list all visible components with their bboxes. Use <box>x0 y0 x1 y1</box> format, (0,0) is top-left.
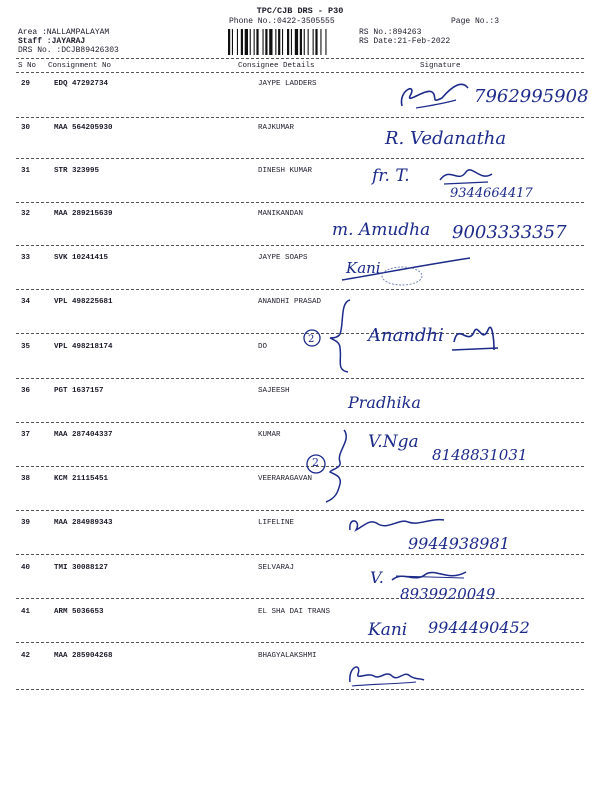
staff-label: Staff :JAYARAJ <box>18 37 86 46</box>
row-consignee: DO <box>258 343 268 351</box>
col-sno: S No <box>18 62 37 70</box>
signature-row-34 <box>448 312 502 356</box>
row-consignment: VPL 498218174 <box>54 343 113 351</box>
signature-row-33 <box>338 254 478 288</box>
barcode-bar <box>300 29 302 55</box>
barcode-bar <box>256 29 258 55</box>
signature-row-40 <box>390 566 470 586</box>
barcode-bar <box>278 29 280 55</box>
signature-row-42 <box>346 658 426 690</box>
area-label: Area :NALLAMPALAYAM <box>18 28 110 37</box>
barcode-bar <box>308 29 309 55</box>
signature-row-31 <box>436 162 496 188</box>
row-consignee: VEERARAGAVAN <box>258 475 313 483</box>
handwritten-name: Pradhika <box>348 393 421 412</box>
row-sno: 41 <box>21 608 31 616</box>
barcode-bar <box>241 29 243 55</box>
barcode-bar <box>291 29 292 55</box>
barcode-bar <box>265 29 267 55</box>
barcode-bar <box>287 29 289 55</box>
row-rule <box>16 378 584 379</box>
document-title: TPC/CJB DRS - P30 <box>256 6 344 16</box>
row-consignee: JAYPE LADDERS <box>258 80 317 88</box>
row-consignment: STR 323995 <box>54 167 100 175</box>
handwritten-name: R. Vedanatha <box>385 128 507 149</box>
row-consignment: VPL 498225681 <box>54 298 113 306</box>
row-rule <box>16 202 584 203</box>
handwritten-name: Anandhi <box>368 325 444 346</box>
row-consignment: SVK 10241415 <box>54 254 109 262</box>
barcode <box>228 29 352 55</box>
row-sno: 42 <box>21 652 31 660</box>
row-consignment: MAA 284989343 <box>54 519 113 527</box>
row-rule <box>16 642 584 643</box>
handwritten-phone: 9944938981 <box>408 534 510 553</box>
row-rule <box>16 245 584 246</box>
row-rule <box>16 510 584 511</box>
row-sno: 32 <box>21 210 31 218</box>
row-consignee: KUMAR <box>258 431 281 439</box>
handwritten-phone: 7962995908 <box>474 86 589 107</box>
row-consignment: PGT 1637157 <box>54 387 104 395</box>
handwritten-phone: 9944490452 <box>428 618 530 637</box>
row-consignee: SAJEESH <box>258 387 290 395</box>
row-rule <box>16 554 584 555</box>
handwritten-mark: 2 <box>312 456 319 469</box>
page-number: Page No.:3 <box>451 17 500 26</box>
row-rule <box>16 422 584 423</box>
row-sno: 29 <box>21 80 31 88</box>
barcode-bar <box>275 29 276 55</box>
row-sno: 40 <box>21 564 31 572</box>
column-rule <box>16 72 584 73</box>
col-consignee: Consignee Details <box>238 62 315 70</box>
phone-number: Phone No.:0422-3505555 <box>229 17 335 26</box>
row-sno: 37 <box>21 431 31 439</box>
rs-number: RS No.:894263 <box>359 28 422 37</box>
row-sno: 30 <box>21 124 31 132</box>
row-rule <box>16 689 584 690</box>
row-sno: 38 <box>21 475 31 483</box>
row-rule <box>16 158 584 159</box>
header-rule <box>16 58 584 59</box>
barcode-bar <box>250 29 251 55</box>
barcode-bar <box>245 29 248 55</box>
row-rule <box>16 289 584 290</box>
col-signature: Signature <box>420 62 461 70</box>
row-consignment: TMI 30088127 <box>54 564 109 572</box>
drs-number: DRS No. :DCJB89426303 <box>18 46 119 55</box>
row-consignment: MAA 285904268 <box>54 652 113 660</box>
handwritten-phone: 8148831031 <box>432 446 528 464</box>
handwritten-name: V. <box>370 568 384 587</box>
barcode-bar <box>313 29 314 55</box>
handwritten-phone: 9003333357 <box>452 222 567 243</box>
row-sno: 36 <box>21 387 31 395</box>
row-consignee: LIFELINE <box>258 519 295 527</box>
handwritten-mark: 2 <box>308 334 315 345</box>
barcode-bar <box>263 29 264 55</box>
handwritten-name: Kani <box>368 620 408 640</box>
barcode-bar <box>304 29 305 55</box>
row-consignment: EDQ 47292734 <box>54 80 109 88</box>
row-consignee: JAYPE SOAPS <box>258 254 308 262</box>
row-rule <box>16 598 584 599</box>
barcode-bar <box>228 29 230 55</box>
handwritten-name: V.Nga <box>368 432 419 452</box>
row-sno: 33 <box>21 254 31 262</box>
row-consignee: SELVARAJ <box>258 564 295 572</box>
barcode-bar <box>282 29 283 55</box>
row-consignee: ANANDHI PRASAD <box>258 298 322 306</box>
barcode-bar <box>269 29 272 55</box>
row-sno: 39 <box>21 519 31 527</box>
handwritten-name: m. Amudha <box>332 220 431 240</box>
brace-rows-37-38 <box>300 426 360 506</box>
signature-row-29 <box>396 78 476 114</box>
row-sno: 34 <box>21 298 31 306</box>
handwritten-name: Kani <box>346 259 381 277</box>
rs-date: RS Date:21-Feb-2022 <box>359 37 451 46</box>
row-consignee: DINESH KUMAR <box>258 167 313 175</box>
row-consignee: BHAGYALAKSHMI <box>258 652 317 660</box>
row-consignment: ARM 5036653 <box>54 608 104 616</box>
col-consignment: Consignment No <box>48 62 112 70</box>
barcode-bar <box>237 29 238 55</box>
barcode-bar <box>295 29 298 55</box>
row-consignee: MANIKANDAN <box>258 210 304 218</box>
handwritten-phone: 8939920049 <box>400 585 496 603</box>
handwritten-phone: 9344664417 <box>450 186 533 201</box>
row-consignee: EL SHA DAI TRANS <box>258 608 331 616</box>
row-rule <box>16 117 584 118</box>
row-sno: 31 <box>21 167 31 175</box>
barcode-bar <box>320 29 321 55</box>
row-consignee: RAJKUMAR <box>258 124 295 132</box>
barcode-bar <box>232 29 233 55</box>
row-consignment: KCM 21115451 <box>54 475 109 483</box>
handwritten-name: fr. T. <box>372 166 410 186</box>
barcode-bar <box>254 29 255 55</box>
barcode-bar <box>315 29 317 55</box>
row-consignment: MAA 287404337 <box>54 431 113 439</box>
barcode-bar <box>325 29 326 55</box>
row-sno: 35 <box>21 343 31 351</box>
row-consignment: MAA 564205930 <box>54 124 113 132</box>
row-consignment: MAA 289215639 <box>54 210 113 218</box>
